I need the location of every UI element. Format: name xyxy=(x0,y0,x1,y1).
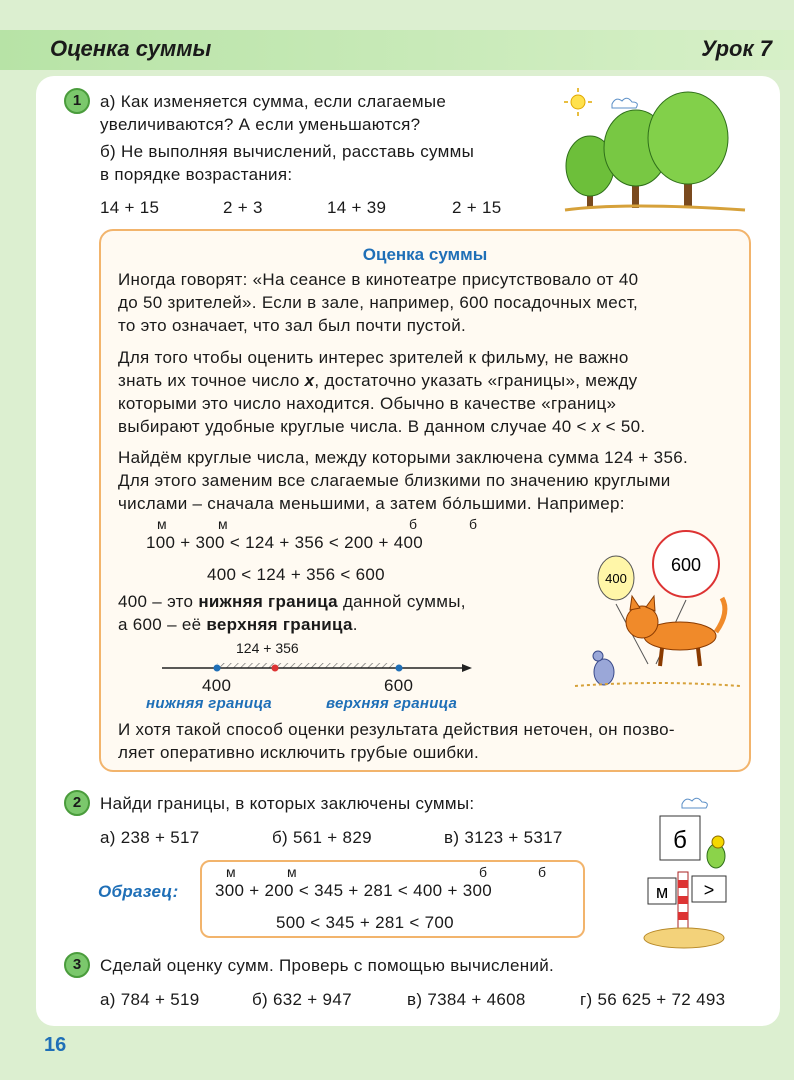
sun-icon xyxy=(564,88,592,116)
rule-paragraph-3 xyxy=(118,446,688,515)
cat-balloons-illustration xyxy=(570,524,746,694)
variable-x: x xyxy=(304,371,315,390)
point-sum xyxy=(272,665,279,672)
rule-p1-line: Иногда говорят: «На сеансе в кинотеатре присутствовало от 40 xyxy=(118,270,639,289)
rule-p1-line: до 50 зрителей». Если в зале, например, 600 посадочных мест, xyxy=(118,293,639,312)
rule-paragraph-1 xyxy=(118,268,638,337)
rule-p2-line: которыми это число находится. Обычно в качестве «границ» xyxy=(118,394,617,413)
rule-p3-line: Для этого заменим все слагаемые близкими по значению круглыми xyxy=(118,471,671,490)
upper-bound-text: . xyxy=(352,615,358,634)
task1-a-line2: увеличиваются? А если уменьшаются? xyxy=(100,115,421,134)
rule-paragraph-4 xyxy=(118,718,675,764)
task2-item-a: а) 238 + 517 xyxy=(100,828,200,847)
cloud-icon xyxy=(612,98,637,108)
rule-p4-line: И хотя такой способ оценки результата действия неточен, он позво- xyxy=(118,720,675,739)
upper-bound-term: верхняя граница xyxy=(206,615,353,634)
task1-b-line2: в порядке возрастания: xyxy=(100,165,293,184)
task1-a-line1: а) Как изменяется сумма, если слагаемые xyxy=(100,92,447,111)
task1-sum-1: 14 + 15 xyxy=(100,198,160,217)
task1-b-line1: б) Не выполняя вычислений, расставь суммы xyxy=(100,142,475,161)
task1-sum-2: 2 + 3 xyxy=(223,198,263,217)
rule-p2-text: < 50. xyxy=(605,417,646,436)
lower-bound-text: 400 – это xyxy=(118,592,194,611)
rule-inequality-2: 400 < 124 + 356 < 600 xyxy=(207,565,385,584)
mark-small: м xyxy=(287,864,297,880)
task1-text-a xyxy=(100,90,446,136)
mark-big: б xyxy=(479,864,488,880)
sign-top-label: б xyxy=(673,827,687,854)
variable-x: x xyxy=(591,417,601,436)
task2-item-b: б) 561 + 829 xyxy=(272,828,372,847)
rule-p2-text: , достаточно указать «границы», между xyxy=(314,371,638,390)
rule-p2-text: выбирают удобные круглые числа. В данном случае 40 < xyxy=(118,417,587,436)
sample-inequality-1: 300 + 200 < 345 + 281 < 400 + 300 xyxy=(215,881,492,900)
point-400 xyxy=(214,665,221,672)
mark-small: м xyxy=(218,516,228,532)
rule-p2-text: знать их точное число xyxy=(118,371,300,390)
task-number-1: 1 xyxy=(64,88,90,114)
sample-inequality-2: 500 < 345 + 281 < 700 xyxy=(276,913,454,932)
rule-paragraph-2 xyxy=(118,346,645,438)
rule-p1-line: то это означает, что зал был почти пустой. xyxy=(118,316,467,335)
parrot-icon xyxy=(707,836,725,868)
caption-lower-bound: нижняя граница xyxy=(146,695,272,712)
lower-bound-line xyxy=(118,590,466,613)
rule-p4-line: ляет оперативно исключить грубые ошибки. xyxy=(118,743,479,762)
number-line-sum-label: 124 + 356 xyxy=(236,640,299,656)
task3-text: Сделай оценку сумм. Проверь с помощью вычислений. xyxy=(100,956,555,975)
sign-left-label: м xyxy=(655,882,669,902)
sample-label: Образец: xyxy=(98,882,179,901)
task3-item-b: б) 632 + 947 xyxy=(252,990,352,1009)
sign-right-label: > xyxy=(703,880,715,900)
arrow-right-icon xyxy=(462,664,472,672)
cloud-icon xyxy=(682,798,707,808)
upper-bound-text: а 600 – её xyxy=(118,615,202,634)
lesson-header xyxy=(0,30,794,70)
rule-inequality-1: 100 + 300 < 124 + 356 < 200 + 400 xyxy=(146,533,423,552)
task3-item-d: г) 56 625 + 72 493 xyxy=(580,990,726,1009)
number-line-600: 600 xyxy=(384,676,414,695)
task-number-2: 2 xyxy=(64,790,90,816)
number-line-400: 400 xyxy=(202,676,232,695)
mark-big: б xyxy=(409,516,418,532)
mouse-icon xyxy=(593,651,614,685)
mark-big: б xyxy=(538,864,547,880)
mark-big: б xyxy=(469,516,478,532)
task-number-3: 3 xyxy=(64,952,90,978)
balloon-400-label: 400 xyxy=(605,571,627,586)
rule-p2-line xyxy=(118,415,645,438)
cat-icon xyxy=(626,596,725,666)
rule-p2-line xyxy=(118,369,645,392)
task1-text-b xyxy=(100,140,474,186)
caption-upper-bound: верхняя граница xyxy=(326,695,458,712)
trees-illustration xyxy=(560,86,750,218)
section-title: Оценка суммы xyxy=(50,36,212,61)
rule-p3-line: Найдём круглые числа, между которыми заключена сумма 124 + 356. xyxy=(118,448,688,467)
rule-p2-line: Для того чтобы оценить интерес зрителей к фильму, не важно xyxy=(118,348,629,367)
point-600 xyxy=(396,665,403,672)
balloon-600-label: 600 xyxy=(670,555,702,575)
mark-small: м xyxy=(157,516,167,532)
mark-small: м xyxy=(226,864,236,880)
task2-item-c: в) 3123 + 5317 xyxy=(444,828,563,847)
task3-item-c: в) 7384 + 4608 xyxy=(407,990,526,1009)
upper-bound-line xyxy=(118,613,358,636)
rule-p3-line: числами – сначала меньшими, а затем бо́льшими. Например: xyxy=(118,494,625,513)
task1-sum-3: 14 + 39 xyxy=(327,198,387,217)
lower-bound-text: данной суммы, xyxy=(342,592,466,611)
task1-sum-4: 2 + 15 xyxy=(452,198,502,217)
lesson-number: Урок 7 xyxy=(701,36,772,61)
rule-title: Оценка суммы xyxy=(362,245,488,264)
lower-bound-term: нижняя граница xyxy=(198,592,338,611)
page-number: 16 xyxy=(44,1034,67,1056)
signpost-illustration xyxy=(640,790,750,950)
task2-text: Найди границы, в которых заключены суммы: xyxy=(100,794,475,813)
task3-item-a: а) 784 + 519 xyxy=(100,990,200,1009)
